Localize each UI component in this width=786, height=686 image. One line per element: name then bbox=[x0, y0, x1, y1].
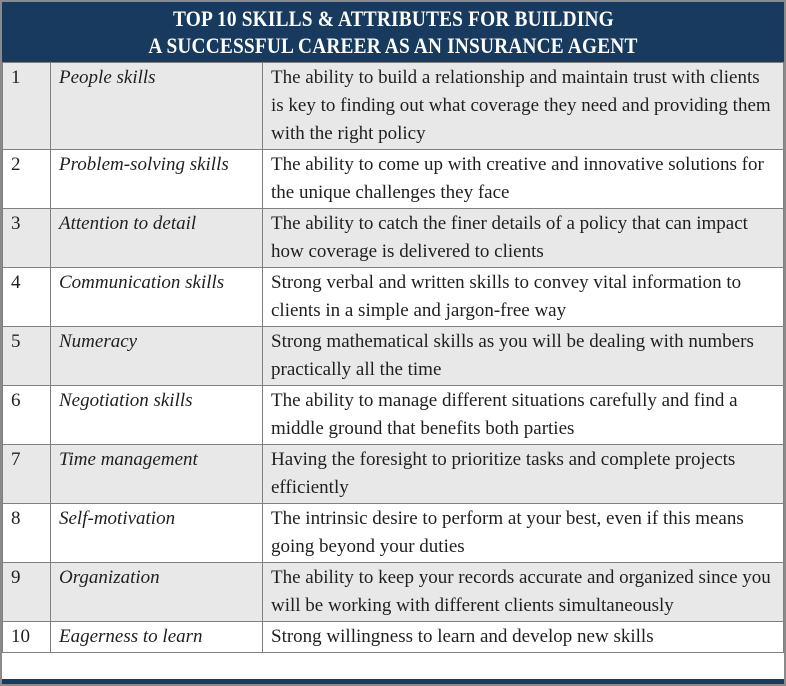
skill-cell: Problem-solving skills bbox=[51, 150, 263, 209]
table-row bbox=[3, 386, 784, 445]
rank-cell: 6 bbox=[3, 386, 51, 445]
description-cell: The intrinsic desire to perform at your best, even if this means going beyond your duties bbox=[263, 504, 784, 563]
rank-cell: 4 bbox=[3, 268, 51, 327]
rank-cell: 1 bbox=[3, 63, 51, 150]
description-cell: Strong mathematical skills as you will be dealing with numbers practically all the time bbox=[263, 327, 784, 386]
description-cell: Having the foresight to prioritize tasks and complete projects efficiently bbox=[263, 445, 784, 504]
table-row bbox=[3, 622, 784, 653]
table-row bbox=[3, 209, 784, 268]
rank-cell: 3 bbox=[3, 209, 51, 268]
table-row bbox=[3, 504, 784, 563]
skill-cell: Self-motivation bbox=[51, 504, 263, 563]
skill-cell: Negotiation skills bbox=[51, 386, 263, 445]
table-row bbox=[3, 563, 784, 622]
description-cell: The ability to catch the finer details of a policy that can impact how coverage is delivered to clients bbox=[263, 209, 784, 268]
table-row bbox=[3, 268, 784, 327]
description-cell: The ability to keep your records accurate and organized since you will be working with different clients simultaneously bbox=[263, 563, 784, 622]
skill-cell: Attention to detail bbox=[51, 209, 263, 268]
skills-table bbox=[2, 62, 784, 653]
description-cell: The ability to manage different situations carefully and find a middle ground that benefits both parties bbox=[263, 386, 784, 445]
bottom-accent-bar bbox=[2, 679, 784, 684]
skill-cell: Numeracy bbox=[51, 327, 263, 386]
title-line-1: TOP 10 SKILLS & ATTRIBUTES FOR BUILDING bbox=[172, 6, 614, 31]
skill-cell: Communication skills bbox=[51, 268, 263, 327]
table-title bbox=[2, 2, 784, 62]
rank-cell: 2 bbox=[3, 150, 51, 209]
rank-cell: 10 bbox=[3, 622, 51, 653]
rank-cell: 7 bbox=[3, 445, 51, 504]
description-cell: The ability to build a relationship and maintain trust with clients is key to finding out what coverage they need and providing them with the right policy bbox=[263, 63, 784, 150]
title-line-2: A SUCCESSFUL CAREER AS AN INSURANCE AGENT bbox=[148, 33, 638, 58]
rank-cell: 8 bbox=[3, 504, 51, 563]
rank-cell: 9 bbox=[3, 563, 51, 622]
description-cell: The ability to come up with creative and innovative solutions for the unique challenges they face bbox=[263, 150, 784, 209]
skill-cell: Organization bbox=[51, 563, 263, 622]
skill-cell: People skills bbox=[51, 63, 263, 150]
table-row bbox=[3, 327, 784, 386]
table-row bbox=[3, 63, 784, 150]
rank-cell: 5 bbox=[3, 327, 51, 386]
skill-cell: Eagerness to learn bbox=[51, 622, 263, 653]
description-cell: Strong verbal and written skills to convey vital information to clients in a simple and jargon-free way bbox=[263, 268, 784, 327]
table-row bbox=[3, 150, 784, 209]
table-row bbox=[3, 445, 784, 504]
skill-cell: Time management bbox=[51, 445, 263, 504]
description-cell: Strong willingness to learn and develop new skills bbox=[263, 622, 784, 653]
